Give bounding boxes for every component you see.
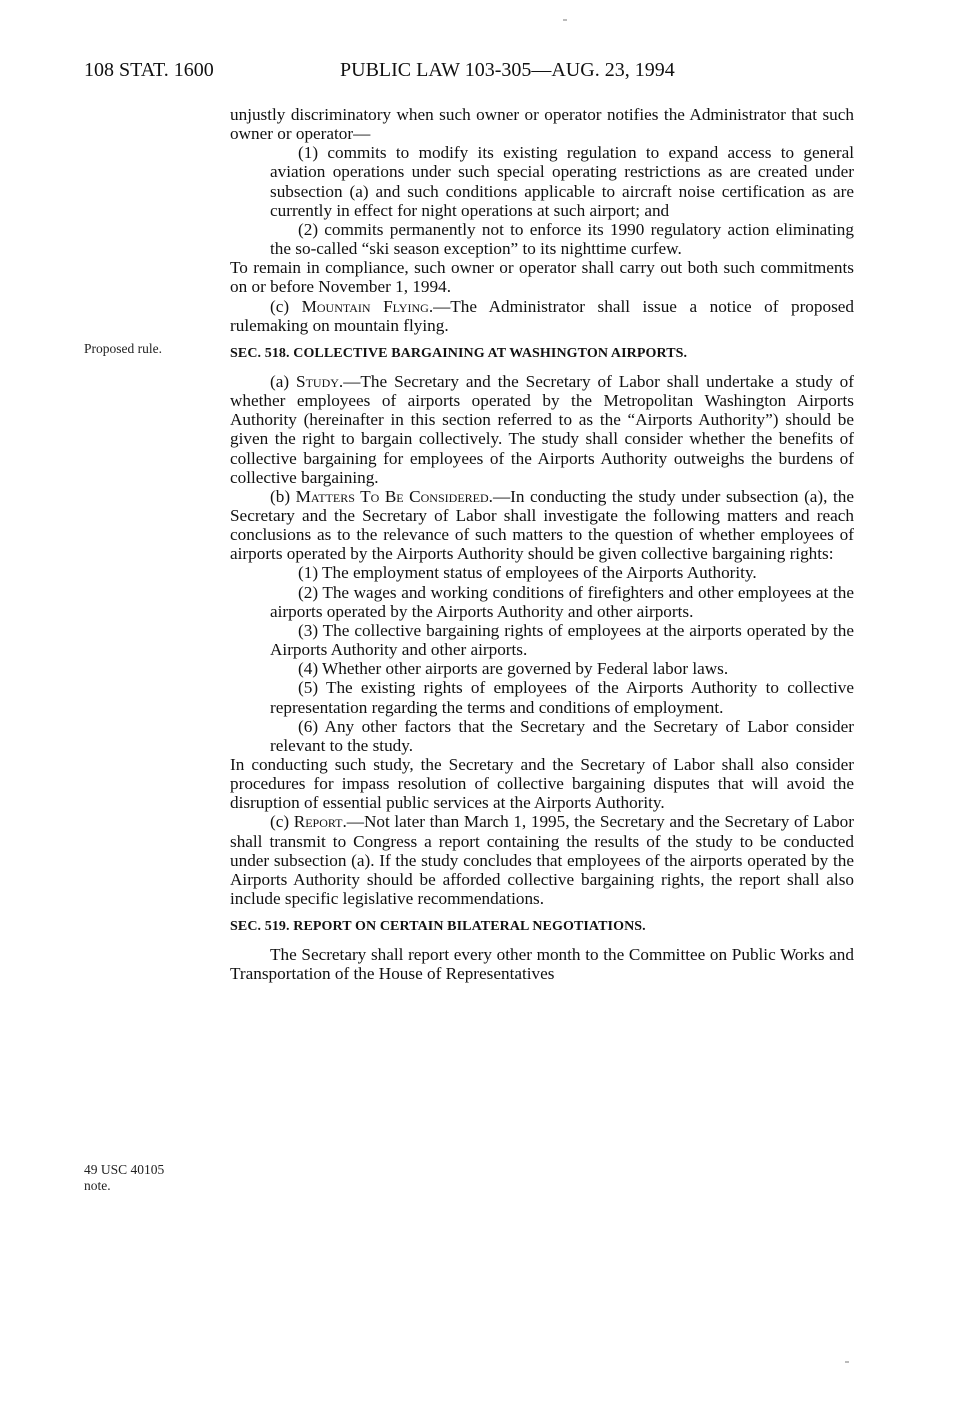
scan-speck [845, 1361, 849, 1363]
subsection-b-matters [230, 487, 854, 564]
matter-item-6: (6) Any other factors that the Secretary and the Secretary of Labor consider relevant to the study. [270, 716, 854, 755]
commitment-item-1: (1) commits to modify its existing regulation to expand access to general aviation operations under such special operating restrictions as are created under subsection (a) and such conditions applicable to aircraft noise certification as are currently in effect for night operations at such airport; and [270, 143, 854, 220]
subsection-text: .—The Secretary and the Secretary of Labor shall undertake a study of whether employees of airports operated by the Metropolitan Washington Airports Authority (hereinafter in this section referred to as the “Airports Authority”) should be given the right to bargain collectively. The study shall consider whether the benefits of collective bargaining for employees of the Airports Authority outweighs the burdens of collective bargaining. [230, 371, 854, 487]
continuation-paragraph: unjustly discriminatory when such owner or operator notifies the Administrator that such owner or operator— [230, 105, 854, 144]
subsection-text: .—The Administrator shall issue a notice of proposed rulemaking on mountain flying. [230, 296, 854, 335]
subsection-heading: Study [296, 371, 339, 391]
section-518-heading: SEC. 518. COLLECTIVE BARGAINING AT WASHINGTON AIRPORTS. [230, 345, 688, 361]
margin-note-proposed-rule: Proposed rule. [84, 341, 162, 356]
usc-reference-note: note. [84, 1178, 111, 1193]
matter-item-4: (4) Whether other airports are governed by Federal labor laws. [298, 659, 729, 679]
law-title: PUBLIC LAW 103-305—AUG. 23, 1994 [340, 59, 675, 81]
scan-speck [563, 19, 567, 21]
section-519-text: The Secretary shall report every other month to the Committee on Public Works and Transportation of the House of Representatives [230, 945, 854, 984]
body-text [230, 105, 854, 984]
stat-reference: 108 STAT. 1600 [84, 59, 214, 81]
subsection-label: (a) [270, 371, 297, 391]
subsection-c-mountain-flying [230, 297, 854, 335]
margin-note-usc-reference [84, 1162, 214, 1194]
section-519-heading: SEC. 519. REPORT ON CERTAIN BILATERAL NEGOTIATIONS. [230, 919, 646, 935]
impasse-resolution-paragraph: In conducting such study, the Secretary and the Secretary of Labor shall also consider procedures for impass resolution of collective bargaining disputes that will avoid the disruption of essential public services at the Airports Authority. [230, 755, 854, 813]
subsection-heading: Report [293, 812, 343, 832]
subsection-label: (b) [270, 486, 296, 506]
compliance-paragraph: To remain in compliance, such owner or operator shall carry out both such commitments on or before November 1, 1994. [230, 258, 854, 297]
matter-item-3: (3) The collective bargaining rights of employees at the airports operated by the Airports Authority and other airports. [270, 620, 854, 660]
usc-reference-line: 49 USC 40105 [84, 1162, 165, 1177]
subsection-label: (c) [270, 812, 294, 832]
commitment-item-2: (2) commits permanently not to enforce its 1990 regulatory action eliminating the so-called “ski season exception” to its nighttime curfew. [270, 219, 854, 259]
matter-item-2: (2) The wages and working conditions of firefighters and other employees at the airports operated by the Airports Authority and other airports. [270, 582, 854, 621]
subsection-text: .—Not later than March 1, 1995, the Secretary and the Secretary of Labor shall transmit to Congress a report containing the results of the study to be conducted under subsection (a). If the study concludes that employees of the airports operated by the Airports Authority should be afforded collective bargaining rights, the report shall also include specific legislative recommendations. [230, 812, 854, 909]
subsection-a-study [230, 372, 854, 487]
running-head [84, 56, 874, 84]
subsection-c-report [230, 812, 854, 908]
matter-item-1: (1) The employment status of employees of the Airports Authority. [298, 563, 757, 583]
subsection-label: (c) [270, 296, 302, 316]
subsection-heading: Matters To Be Considered [295, 486, 489, 506]
matter-item-5: (5) The existing rights of employees of the Airports Authority to collective representation regarding the terms and conditions of employment. [270, 678, 854, 717]
subsection-text: .—In conducting the study under subsection (a), the Secretary and the Secretary of Labor shall investigate the following matters and reach conclusions as to the relevance of such matters to the question of whether employees of airports operated by the Airports Authority should be given collective bargaining rights: [230, 486, 854, 564]
subsection-heading: Mountain Flying [301, 296, 429, 316]
